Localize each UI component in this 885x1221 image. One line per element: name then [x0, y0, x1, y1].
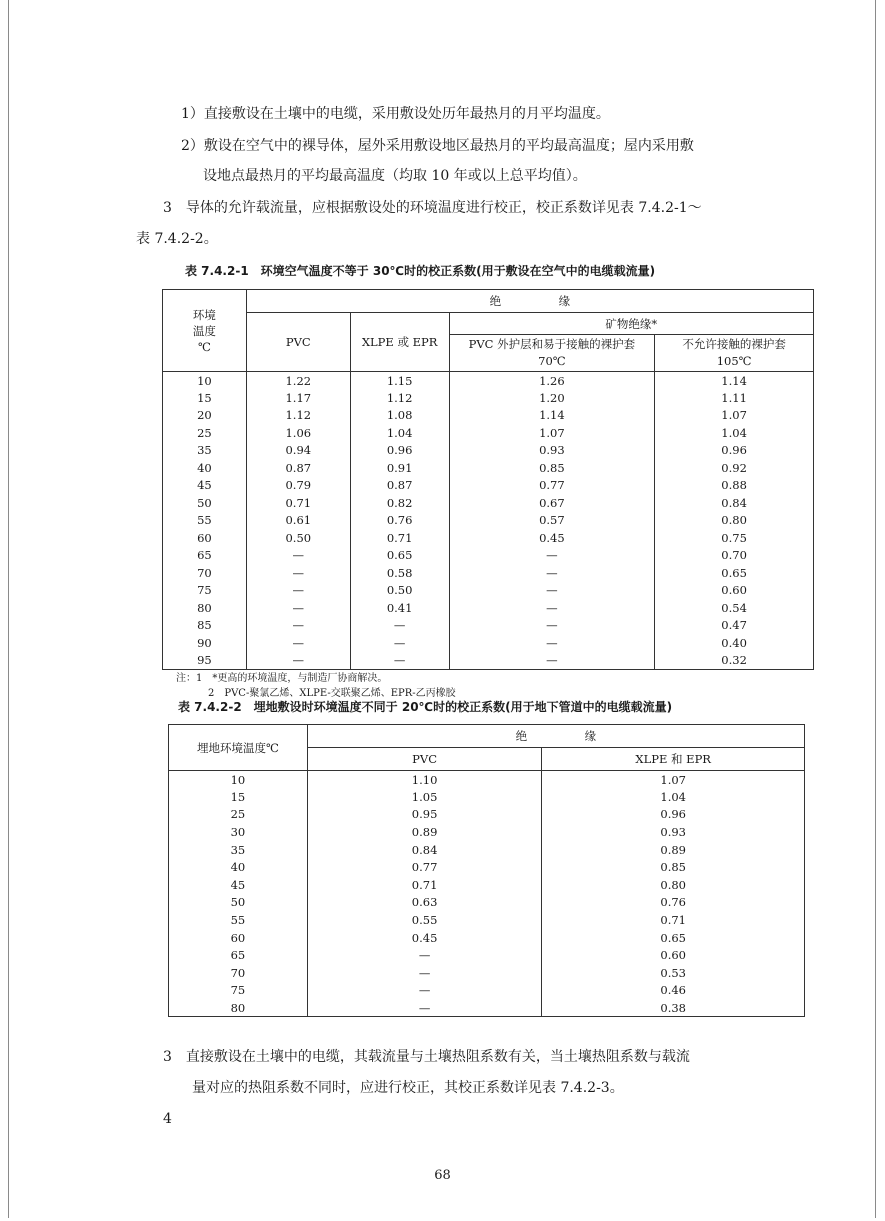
- table-row: [163, 494, 814, 512]
- cell-xlpe: 0.38: [542, 999, 805, 1017]
- col-header-xlpe-epr: XLPE 和 EPR: [542, 748, 805, 771]
- table-row: [163, 512, 814, 530]
- table-row: [163, 617, 814, 635]
- cell-xlpe: —: [350, 652, 449, 670]
- cell-pvc: —: [246, 617, 350, 635]
- cell-pvc: —: [246, 599, 350, 617]
- cell-xlpe: 0.46: [542, 982, 805, 1000]
- cell-pvc: —: [246, 634, 350, 652]
- cell-pvc: —: [246, 652, 350, 670]
- table-2-caption: 表 7.4.2-2 埋地敷设时环境温度不同于 20℃时的校正系数(用于地下管道中的电缆载流量): [178, 700, 673, 714]
- cell-m70: 1.14: [449, 407, 655, 425]
- cell-temps: 65: [169, 946, 308, 964]
- cell-temps: 20: [163, 407, 247, 425]
- cell-m70: 0.57: [449, 512, 655, 530]
- cell-m105: 0.65: [655, 564, 814, 582]
- cell-temps: 70: [163, 564, 247, 582]
- table-row: [163, 652, 814, 670]
- cell-m105: 0.47: [655, 617, 814, 635]
- paragraph-3: 3 导体的允许载流量，应根据敷设处的环境温度进行校正，校正系数详见表 7.4.2-1～: [163, 200, 702, 216]
- cell-pvc: 0.94: [246, 442, 350, 460]
- cell-pvc: —: [307, 946, 542, 964]
- table-row: [163, 634, 814, 652]
- cell-xlpe: 0.53: [542, 964, 805, 982]
- cell-temps: 80: [169, 999, 308, 1017]
- paragraph-4-cont: 量对应的热阻系数不同时，应进行校正，其校正系数详见表 7.4.2-3。: [192, 1080, 624, 1096]
- cell-xlpe: 0.91: [350, 459, 449, 477]
- cell-m105: 0.40: [655, 634, 814, 652]
- table-row: [169, 771, 805, 789]
- cell-m105: 1.11: [655, 389, 814, 407]
- cell-temps: 10: [169, 771, 308, 789]
- table-row: [163, 389, 814, 407]
- cell-pvc: 0.84: [307, 841, 542, 859]
- cell-pvc: 1.06: [246, 424, 350, 442]
- cell-xlpe: 0.60: [542, 946, 805, 964]
- paragraph-4: 3 直接敷设在土壤中的电缆，其载流量与土壤热阻系数有关，当土壤热阻系数与载流: [163, 1049, 690, 1065]
- cell-temps: 85: [163, 617, 247, 635]
- cell-m105: 0.70: [655, 547, 814, 565]
- cell-pvc: —: [307, 982, 542, 1000]
- cell-temps: 55: [163, 512, 247, 530]
- cell-m70: —: [449, 652, 655, 670]
- cell-m70: 1.20: [449, 389, 655, 407]
- cell-temps: 55: [169, 911, 308, 929]
- page-number: 68: [434, 1168, 451, 1183]
- paragraph-1: 1）直接敷设在土壤中的电缆，采用敷设处历年最热月的月平均温度。: [181, 106, 610, 122]
- col-header-pvc: PVC: [307, 748, 542, 771]
- table-row: [163, 582, 814, 600]
- cell-xlpe: 0.71: [350, 529, 449, 547]
- cell-temps: 40: [163, 459, 247, 477]
- table-1-caption: 表 7.4.2-1 环境空气温度不等于 30℃时的校正系数(用于敷设在空气中的电缆载流量): [185, 264, 656, 278]
- table-row: [163, 547, 814, 565]
- paragraph-2: 2）敷设在空气中的裸导体，屋外采用敷设地区最热月的平均最高温度；屋内采用敷: [181, 138, 694, 154]
- col-header-burial-temperature: 埋地环境温度℃: [169, 725, 308, 771]
- table-row: [163, 407, 814, 425]
- cell-xlpe: 0.93: [542, 823, 805, 841]
- cell-pvc: 0.79: [246, 477, 350, 495]
- cell-temps: 70: [169, 964, 308, 982]
- table-row: [163, 564, 814, 582]
- cell-m70: 0.77: [449, 477, 655, 495]
- table-1-note-1: 注：1 *更高的环境温度，与制造厂协商解决。: [176, 673, 388, 684]
- cell-pvc: —: [307, 964, 542, 982]
- cell-temps: 50: [169, 894, 308, 912]
- cell-xlpe: —: [350, 634, 449, 652]
- table-row: [163, 442, 814, 460]
- table-row: [169, 858, 805, 876]
- table-row: [169, 876, 805, 894]
- cell-pvc: —: [246, 582, 350, 600]
- cell-pvc: 1.05: [307, 788, 542, 806]
- col-header-mineral: 矿物绝缘*: [449, 313, 813, 335]
- cell-xlpe: 1.08: [350, 407, 449, 425]
- table-row: [163, 477, 814, 495]
- col-header-mineral-70: PVC 外护层和易于接触的裸护套 70℃: [449, 335, 655, 372]
- cell-temps: 95: [163, 652, 247, 670]
- cell-temps: 45: [163, 477, 247, 495]
- cell-m70: 1.07: [449, 424, 655, 442]
- cell-temps: 75: [169, 982, 308, 1000]
- cell-temps: 25: [169, 806, 308, 824]
- table-row: [169, 999, 805, 1017]
- col-header-mineral-105: 不允许接触的裸护套 105℃: [655, 335, 814, 372]
- cell-m70: —: [449, 634, 655, 652]
- cell-m70: —: [449, 582, 655, 600]
- cell-xlpe: 0.96: [542, 806, 805, 824]
- cell-m70: —: [449, 617, 655, 635]
- cell-pvc: 0.61: [246, 512, 350, 530]
- cell-temps: 60: [169, 929, 308, 947]
- cell-temps: 80: [163, 599, 247, 617]
- table-row: [169, 911, 805, 929]
- cell-temps: 40: [169, 858, 308, 876]
- cell-m70: —: [449, 599, 655, 617]
- cell-temps: 50: [163, 494, 247, 512]
- cell-m70: —: [449, 547, 655, 565]
- table-row: [169, 894, 805, 912]
- cell-pvc: 0.50: [246, 529, 350, 547]
- table-row: [163, 372, 814, 390]
- table-row: [169, 929, 805, 947]
- cell-m105: 1.07: [655, 407, 814, 425]
- cell-m70: 0.85: [449, 459, 655, 477]
- cell-pvc: —: [246, 564, 350, 582]
- cell-pvc: 0.87: [246, 459, 350, 477]
- cell-xlpe: 1.07: [542, 771, 805, 789]
- cell-temps: 65: [163, 547, 247, 565]
- cell-m105: 0.54: [655, 599, 814, 617]
- cell-xlpe: 1.12: [350, 389, 449, 407]
- cell-pvc: 0.95: [307, 806, 542, 824]
- cell-pvc: 0.45: [307, 929, 542, 947]
- cell-pvc: 1.12: [246, 407, 350, 425]
- cell-temps: 15: [163, 389, 247, 407]
- cell-xlpe: 1.04: [350, 424, 449, 442]
- cell-pvc: 1.10: [307, 771, 542, 789]
- cell-m70: —: [449, 564, 655, 582]
- table-row: [169, 841, 805, 859]
- cell-m105: 0.80: [655, 512, 814, 530]
- table-row: [163, 599, 814, 617]
- cell-pvc: 0.71: [307, 876, 542, 894]
- cell-pvc: 0.55: [307, 911, 542, 929]
- cell-temps: 35: [163, 442, 247, 460]
- cell-temps: 60: [163, 529, 247, 547]
- cell-xlpe: —: [350, 617, 449, 635]
- cell-xlpe: 1.15: [350, 372, 449, 390]
- table-row: [169, 806, 805, 824]
- cell-m105: 0.92: [655, 459, 814, 477]
- cell-m70: 0.67: [449, 494, 655, 512]
- cell-temps: 35: [169, 841, 308, 859]
- cell-m105: 0.32: [655, 652, 814, 670]
- cell-pvc: 1.22: [246, 372, 350, 390]
- cell-m70: 0.93: [449, 442, 655, 460]
- table-row: [169, 964, 805, 982]
- cell-xlpe: 0.65: [542, 929, 805, 947]
- col-header-temperature: 环境 温度 ℃: [163, 290, 247, 372]
- table-row: [163, 529, 814, 547]
- table-row: [163, 424, 814, 442]
- cell-temps: 15: [169, 788, 308, 806]
- cell-m105: 0.60: [655, 582, 814, 600]
- cell-xlpe: 0.41: [350, 599, 449, 617]
- table-row: [169, 788, 805, 806]
- cell-pvc: 0.71: [246, 494, 350, 512]
- table-1: [162, 289, 814, 670]
- cell-pvc: —: [307, 999, 542, 1017]
- cell-temps: 45: [169, 876, 308, 894]
- cell-pvc: 0.63: [307, 894, 542, 912]
- cell-xlpe: 0.58: [350, 564, 449, 582]
- paragraph-5: 4: [163, 1111, 172, 1127]
- table-row: [163, 459, 814, 477]
- cell-xlpe: 0.65: [350, 547, 449, 565]
- paragraph-3-cont: 表 7.4.2-2。: [136, 231, 218, 247]
- cell-xlpe: 0.89: [542, 841, 805, 859]
- table-row: [169, 823, 805, 841]
- cell-xlpe: 0.82: [350, 494, 449, 512]
- cell-pvc: —: [246, 547, 350, 565]
- cell-temps: 25: [163, 424, 247, 442]
- cell-m105: 1.04: [655, 424, 814, 442]
- cell-m105: 0.75: [655, 529, 814, 547]
- cell-temps: 75: [163, 582, 247, 600]
- col-header-pvc: PVC: [246, 313, 350, 372]
- table-row: [169, 946, 805, 964]
- col-header-insulation: 绝 缘: [307, 725, 804, 748]
- col-header-insulation: 绝 缘: [246, 290, 813, 313]
- table-2: [168, 724, 805, 1017]
- cell-xlpe: 0.85: [542, 858, 805, 876]
- paragraph-2-cont: 设地点最热月的平均最高温度（均取 10 年或以上总平均值）。: [203, 168, 587, 184]
- cell-temps: 30: [169, 823, 308, 841]
- cell-xlpe: 0.87: [350, 477, 449, 495]
- cell-xlpe: 0.80: [542, 876, 805, 894]
- cell-m105: 1.14: [655, 372, 814, 390]
- cell-xlpe: 0.76: [350, 512, 449, 530]
- col-header-xlpe: XLPE 或 EPR: [350, 313, 449, 372]
- table-1-note-2: 2 PVC-聚氯乙烯、XLPE-交联聚乙烯、EPR-乙丙橡胶: [208, 688, 456, 699]
- cell-xlpe: 0.71: [542, 911, 805, 929]
- cell-xlpe: 0.96: [350, 442, 449, 460]
- table-row: [169, 982, 805, 1000]
- cell-temps: 10: [163, 372, 247, 390]
- cell-pvc: 0.77: [307, 858, 542, 876]
- cell-pvc: 0.89: [307, 823, 542, 841]
- cell-m105: 0.96: [655, 442, 814, 460]
- cell-xlpe: 1.04: [542, 788, 805, 806]
- cell-pvc: 1.17: [246, 389, 350, 407]
- cell-xlpe: 0.76: [542, 894, 805, 912]
- cell-xlpe: 0.50: [350, 582, 449, 600]
- cell-m105: 0.84: [655, 494, 814, 512]
- cell-m70: 1.26: [449, 372, 655, 390]
- cell-temps: 90: [163, 634, 247, 652]
- cell-m70: 0.45: [449, 529, 655, 547]
- cell-m105: 0.88: [655, 477, 814, 495]
